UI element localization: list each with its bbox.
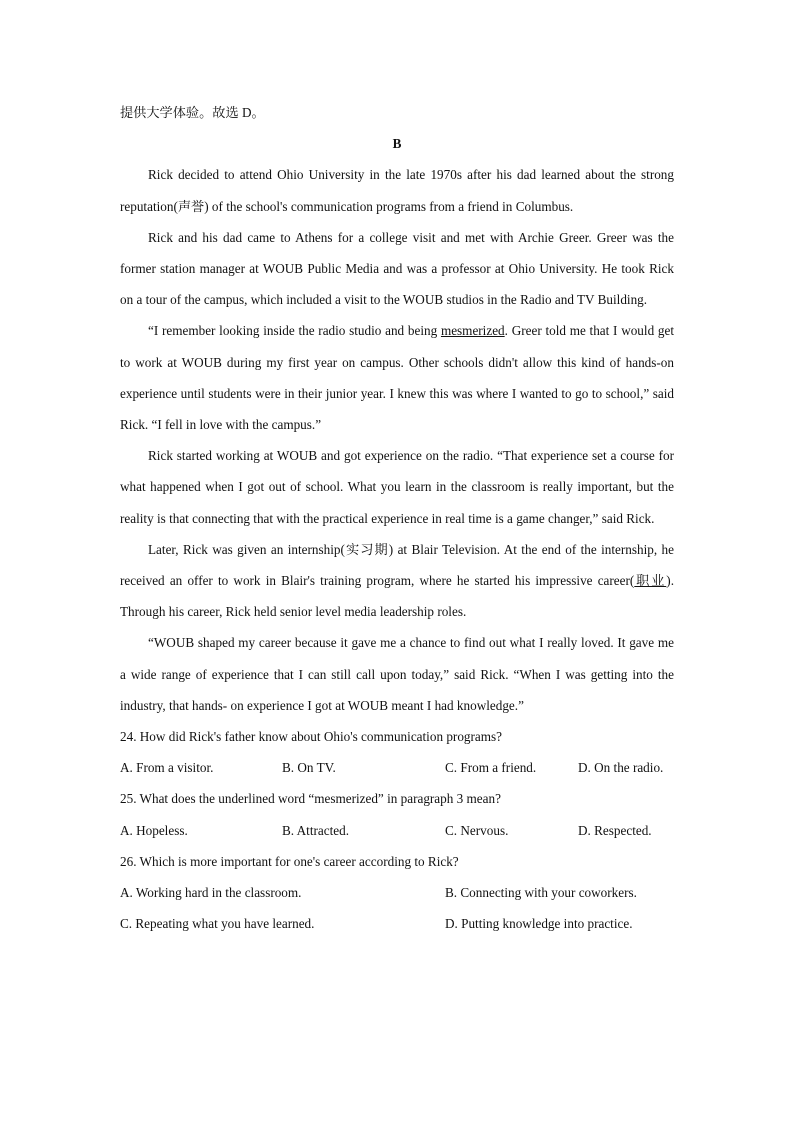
question-25-stem: 25. What does the underlined word “mesmerized” in paragraph 3 mean? [120, 791, 501, 807]
option-b[interactable]: B. Connecting with your coworkers. [445, 885, 637, 901]
question-26-options-row-2 [120, 908, 674, 939]
question-25-options [120, 815, 674, 846]
intro-line: 提供大学体验。故选 D。 [120, 105, 265, 120]
page-content [120, 97, 674, 939]
paragraph-6: “WOUB shaped my career because it gave me a chance to find out what I really loved. It gave me a wide range of experience that I can still call upon today,” said Rick. “When I was getting into the industry, that hands- on experience I got at WOUB meant I had knowledge.” [120, 635, 674, 713]
paragraph-3-before: “I remember looking inside the radio studio and being [148, 323, 441, 339]
option-b[interactable]: B. Attracted. [282, 822, 350, 838]
option-a[interactable]: A. Hopeless. [120, 822, 188, 838]
paragraph-5-before: Later, Rick was given an internship(实习期) at Blair Television. At the end of the internship, he received an offer to work in Blair's training program, where he started his impressive career( [120, 541, 674, 589]
paragraph-1-text: Rick decided to attend Ohio University in the late 1970s after his dad learned about the strong reputation(声誉) of the school's communication programs from a friend in Columbus. [120, 167, 674, 214]
question-26-options-row-1 [120, 877, 674, 908]
paragraph-3 [120, 315, 674, 440]
paragraph-1 [120, 159, 674, 221]
underlined-word-career: 职业 [634, 573, 667, 589]
section-label: B [392, 136, 402, 152]
paragraph-5-after: ). Through his career, Rick held senior level media leadership roles. [120, 573, 674, 620]
underlined-word-mesmerized: mesmerized [440, 323, 505, 339]
option-a[interactable]: A. From a visitor. [120, 760, 214, 776]
paragraph-4: Rick started working at WOUB and got experience on the radio. “That experience set a course for what happened when I got out of school. What you learn in the classroom is really important, but the reality is that connecting that with the practical experience in real time is a game changer,” said Rick. [120, 448, 674, 526]
paragraph-3-after: . Greer told me that I would get to work at WOUB during my first year on campus. Other schools didn't allow this kind of hands-on experience until students were in their junior year. I knew this was where I wanted to go to school,” said Rick. “I fell in love with the campus.” [120, 323, 675, 433]
option-a[interactable]: A. Working hard in the classroom. [120, 885, 302, 901]
option-d[interactable]: D. Respected. [578, 822, 652, 838]
option-c[interactable]: C. Nervous. [445, 822, 509, 838]
option-d[interactable]: D. Putting knowledge into practice. [445, 916, 633, 932]
question-26-stem: 26. Which is more important for one's career according to Rick? [120, 853, 459, 869]
option-c[interactable]: C. From a friend. [445, 760, 537, 776]
option-d[interactable]: D. On the radio. [578, 760, 664, 776]
paragraph-5 [120, 534, 674, 628]
paragraph-2: Rick and his dad came to Athens for a college visit and met with Archie Greer. Greer was the former station manager at WOUB Public Media and was a professor at Ohio University. He took Rick on a tour of the campus, which included a visit to the WOUB studios in the Radio and TV Building. [120, 229, 674, 308]
question-24-options [120, 752, 674, 783]
option-b[interactable]: B. On TV. [282, 760, 336, 776]
question-24-stem: 24. How did Rick's father know about Ohio's communication programs? [120, 729, 502, 745]
option-c[interactable]: C. Repeating what you have learned. [120, 916, 315, 932]
